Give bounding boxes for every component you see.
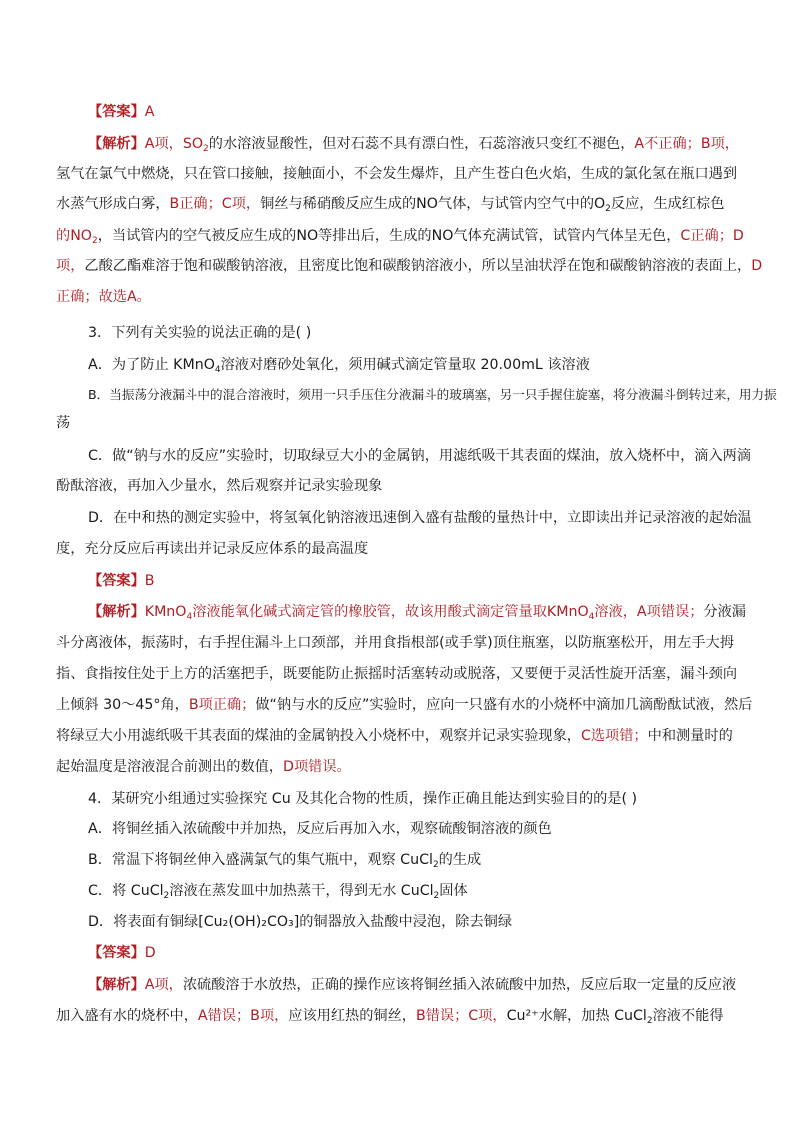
- q2-analysis-line-2: 氢气在氯气中燃烧，只在管口接触，接触面小，不会发生爆炸，且产生苍白色火焰，生成的氯化氢在瓶口遇到: [56, 166, 738, 182]
- answer-tag: 【答案】: [88, 104, 145, 120]
- q3-analysis-line-1: 【解析】KMnO$_4$溶液能氧化碱式滴定管的橡胶管，故该用酸式滴定管量取KMnO$_4$溶液，A项错误；分液漏: [88, 604, 746, 622]
- answer-value: A: [144, 104, 155, 120]
- q4-answer-line: [88, 943, 778, 963]
- q3-analysis-line-2: 斗分离液体，振荡时，右手捏住漏斗上口颈部，并用食指根部(或手掌)顶住瓶塞，以防瓶塞松开，用左手大拇: [56, 635, 734, 651]
- q2-analysis-line-3: 水蒸气形成白雾，B正确；C项，铜丝与稀硝酸反应生成的NO气体，与试管内空气中的$O_2$反应，生成红棕色: [56, 196, 725, 214]
- q3-analysis-line-4: 上倾斜 30～45°角，B项正确；做“钠与水的反应”实验时，应向一只盛有水的小烧杯中滴加几滴酚酞试液，然后: [56, 697, 753, 713]
- q3-option-d-line-1: D．在中和热的测定实验中，将氢氧化钠溶液迅速倒入盛有盐酸的量热计中，立即读出并记录溶液的起始温: [88, 510, 752, 526]
- q3-option-b-line-2: 荡: [56, 415, 71, 431]
- q3-option-a: A．为了防止 KMnO$_4$溶液对磨砂处氧化，须用碱式滴定管量取 20.00mL 该溶液: [88, 357, 590, 375]
- q4-option-d: D．将表面有铜绿[Cu₂(OH)₂CO₃]的铜器放入盐酸中浸泡，除去铜绿: [88, 914, 513, 930]
- q4-option-a: A．将铜丝插入浓硫酸中并加热，反应后再加入水，观察硫酸铜溶液的颜色: [88, 821, 552, 837]
- q4-stem: 4．某研究小组通过实验探究 Cu 及其化合物的性质，操作正确且能达到实验目的的是( ): [88, 791, 638, 807]
- q3-option-c-line-2: 酚酞溶液，再加入少量水，然后观察并记录实验现象: [56, 478, 383, 494]
- answer-value: D: [144, 945, 156, 961]
- q2-analysis-line-5: 项，乙酸乙酯难溶于饱和碳酸钠溶液，且密度比饱和碳酸钠溶液小，所以呈油状浮在饱和碳酸钠溶液的表面上，D: [56, 258, 763, 274]
- q2-analysis-line-4: 的$NO_2$，当试管内的空气被反应生成的NO等排出后，生成的NO气体充满试管，试管内气体呈无色，C正确；D: [56, 228, 744, 246]
- q3-answer-line: [88, 571, 778, 591]
- q4-option-b: B．常温下将铜丝伸入盛满氯气的集气瓶中，观察 CuCl$_2$的生成: [88, 852, 482, 870]
- q3-stem: 3．下列有关实验的说法正确的是( ): [88, 325, 312, 341]
- q4-analysis-line-2: 加入盛有水的烧杯中，A错误；B项，应该用红热的铜丝，B错误；C项，Cu²⁺水解，加热 CuCl$_2$溶液不能得: [56, 1008, 724, 1026]
- analysis-tag: 【解析】: [88, 604, 145, 620]
- q3-option-b-line-1: B．当振荡分液漏斗中的混合溶液时，须用一只手压住分液漏斗的玻璃塞，另一只手握住旋塞，将分液漏斗倒转过来，用力振: [88, 387, 777, 402]
- answer-value: B: [144, 573, 155, 589]
- q2-analysis-line-6: 正确；故选A。: [56, 289, 151, 305]
- q3-analysis-line-6: 起始温度是溶液混合前测出的数值，D项错误。: [56, 759, 351, 775]
- q3-option-c-line-1: C．做“钠与水的反应”实验时，切取绿豆大小的金属钠，用滤纸吸干其表面的煤油，放入烧杯中，滴入两滴: [88, 448, 752, 464]
- answer-tag: 【答案】: [88, 573, 145, 589]
- q3-analysis-line-3: 指、食指按住处于上方的活塞把手，既要能防止振摇时活塞转动或脱落，又要便于灵活性旋开活塞，漏斗颈向: [56, 666, 738, 682]
- analysis-tag: 【解析】: [88, 136, 145, 152]
- q2-answer-line: [88, 102, 778, 122]
- analysis-tag: 【解析】: [88, 977, 145, 993]
- q4-analysis-line-1: 【解析】A项，浓硫酸溶于水放热，正确的操作应该将铜丝插入浓硫酸中加热，反应后取一定量的反应液: [88, 977, 737, 993]
- answer-tag: 【答案】: [88, 945, 145, 961]
- q4-option-c: C．将 CuCl$_2$溶液在蒸发皿中加热蒸干，得到无水 CuCl$_2$固体: [88, 883, 468, 901]
- q2-analysis-line-1: 【解析】A项，$SO_2$的水溶液显酸性，但对石蕊不具有漂白性，石蕊溶液只变红不褪色，A不正确；B项，: [88, 136, 739, 154]
- q3-analysis-line-5: 将绿豆大小用滤纸吸干其表面的煤油的金属钠投入小烧杯中，观察并记录实验现象，C选项错；中和测量时的: [56, 728, 733, 744]
- q3-option-d-line-2: 度，充分反应后再读出并记录反应体系的最高温度: [56, 541, 369, 557]
